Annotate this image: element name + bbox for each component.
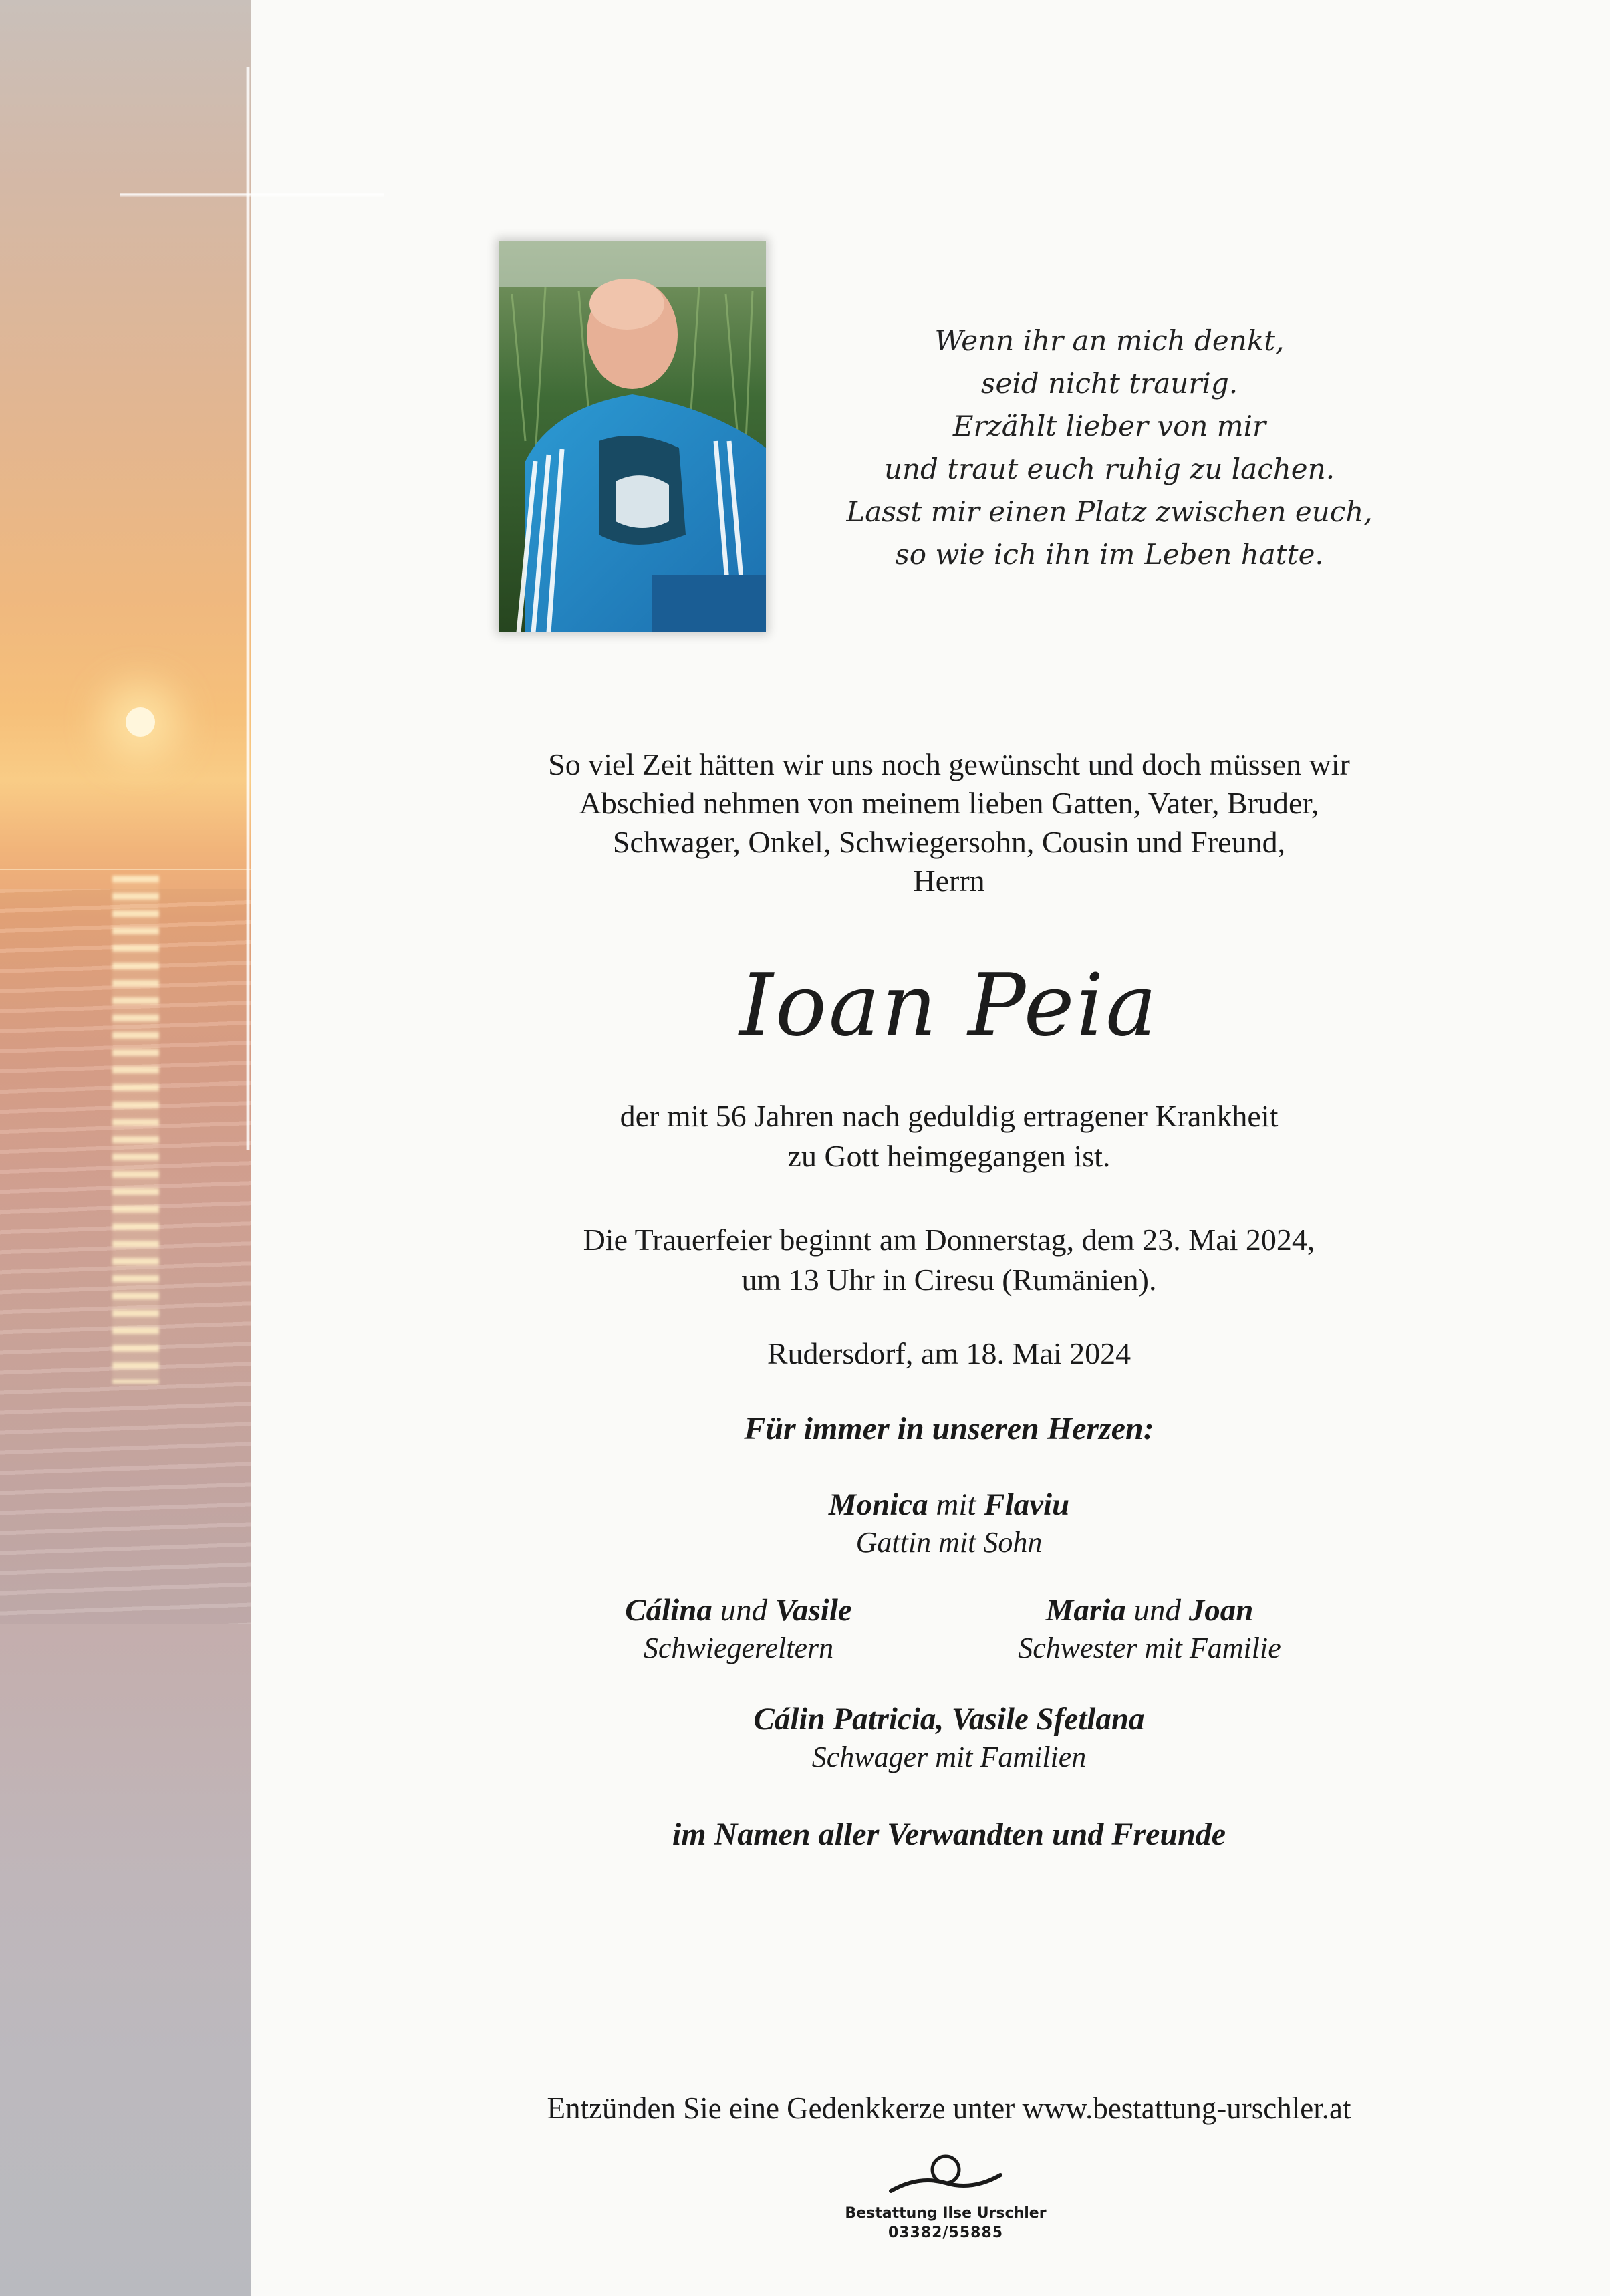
family-sister <box>969 1591 1330 1667</box>
memorial-poem <box>822 320 1397 576</box>
death-line: zu Gott heimgegangen ist. <box>787 1139 1111 1173</box>
family-name-second: Flaviu <box>984 1487 1070 1522</box>
family-name-joiner: und <box>1133 1593 1181 1628</box>
funeral-home-icon <box>886 2152 1006 2200</box>
death-notice <box>374 1096 1524 1176</box>
death-line: der mit 56 Jahren nach geduldig ertragener Krankheit <box>620 1099 1279 1133</box>
family-role: Schwiegereltern <box>643 1632 834 1664</box>
family-name-group: Cálin Patricia, Vasile Sfetlana <box>753 1702 1145 1737</box>
family-in-laws <box>575 1591 902 1667</box>
family-name-first: Cálina <box>625 1593 712 1628</box>
intro-text <box>374 745 1524 900</box>
funeral-service-info <box>374 1220 1524 1300</box>
funeral-home-phone: 03382/55885 <box>888 2224 1004 2241</box>
intro-line: Schwager, Onkel, Schwiegersohn, Cousin und Freund, <box>612 825 1286 859</box>
family-name-second: Joan <box>1188 1593 1254 1628</box>
family-names <box>374 1700 1524 1739</box>
deceased-name: Ioan Peia <box>739 956 1159 1055</box>
poem-line: und traut euch ruhig zu lachen. <box>884 453 1335 485</box>
family-name-joiner: mit <box>936 1487 976 1522</box>
poem-line: Wenn ihr an mich denkt, <box>934 324 1285 357</box>
funeral-home-name: Bestattung Ilse Urschler <box>845 2205 1047 2222</box>
sunset-sea-band <box>0 0 251 2296</box>
funeral-home-logo <box>839 2152 1053 2243</box>
family-role: Schwager mit Familien <box>811 1741 1087 1773</box>
intro-line: Herrn <box>913 864 985 898</box>
service-line: Die Trauerfeier beginnt am Donnerstag, dem 23. Mai 2024, <box>583 1223 1315 1257</box>
family-siblings-in-law <box>374 1700 1524 1776</box>
intro-line: Abschied nehmen von meinem lieben Gatten, Vater, Bruder, <box>579 786 1319 820</box>
family-names <box>374 1485 1524 1524</box>
family-names <box>575 1591 902 1630</box>
cross-icon-vertical <box>246 67 250 1150</box>
poem-line: Lasst mir einen Platz zwischen euch, <box>846 495 1373 528</box>
intro-line: So viel Zeit hätten wir uns noch gewünscht und doch müssen wir <box>548 747 1350 781</box>
family-name-first: Monica <box>828 1487 928 1522</box>
sun-reflection <box>112 876 159 1384</box>
family-names <box>969 1591 1330 1630</box>
poem-line: Erzählt lieber von mir <box>952 410 1266 442</box>
service-line: um 13 Uhr in Ciresu (Rumänien). <box>741 1263 1157 1297</box>
family-role: Gattin mit Sohn <box>855 1526 1043 1559</box>
cross-icon-horizontal <box>120 193 384 197</box>
family-name-first: Maria <box>1045 1593 1126 1628</box>
memorial-candle-line: Entzünden Sie eine Gedenkkerze unter www.bestattung-urschler.at <box>547 2091 1351 2125</box>
family-name-joiner: und <box>720 1593 768 1628</box>
place-date: Rudersdorf, am 18. Mai 2024 <box>767 1336 1131 1370</box>
poem-line: seid nicht traurig. <box>980 367 1238 400</box>
sun-glow <box>126 707 155 737</box>
closing-line: im Namen aller Verwandten und Freunde <box>672 1817 1226 1852</box>
family-name-second: Vasile <box>775 1593 852 1628</box>
horizon-line <box>0 869 251 870</box>
family-role: Schwester mit Familie <box>1018 1632 1281 1664</box>
forever-heading: Für immer in unseren Herzen: <box>744 1411 1154 1446</box>
family-spouse <box>374 1485 1524 1561</box>
poem-line: so wie ich ihn im Leben hatte. <box>895 538 1324 571</box>
portrait-photo <box>499 241 766 632</box>
